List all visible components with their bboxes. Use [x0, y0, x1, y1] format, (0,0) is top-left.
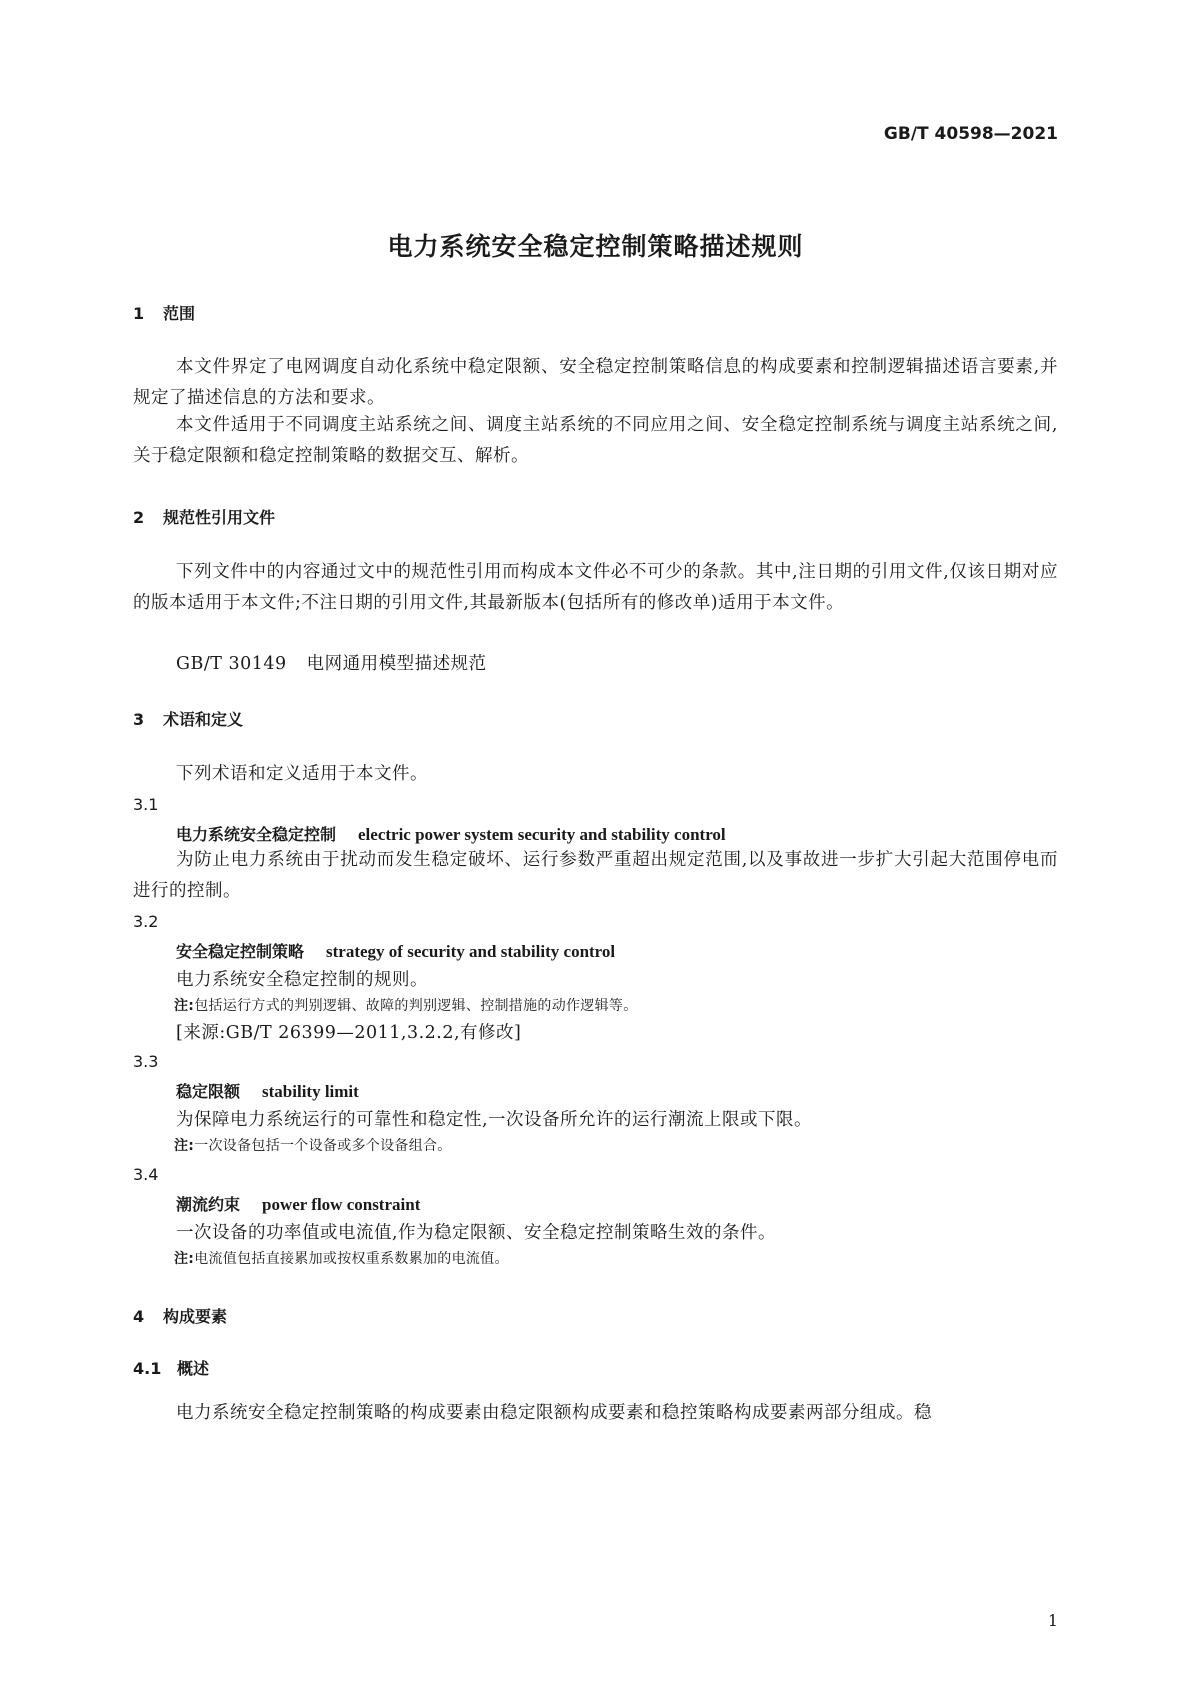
section-2-heading: [133, 505, 275, 528]
note-text: 电流值包括直接累加或按权重系数累加的电流值。: [194, 1251, 509, 1267]
term-english: power flow constraint: [262, 1195, 421, 1214]
term-note: [174, 1248, 509, 1268]
section-title: 概述: [177, 1359, 210, 1378]
term-english: strategy of security and stability control: [326, 942, 616, 961]
term-chinese: 电力系统安全稳定控制: [176, 825, 337, 844]
term-title: [176, 939, 615, 962]
standard-code: GB/T 40598—2021: [883, 124, 1058, 144]
term-note: [174, 1135, 452, 1155]
reference-code: GB/T 30149: [176, 654, 287, 674]
section-number: 4: [133, 1307, 145, 1326]
section-number: 3: [133, 710, 145, 729]
note-text: 一次设备包括一个设备或多个设备组合。: [194, 1138, 452, 1154]
section-4-heading: [133, 1304, 227, 1327]
scope-paragraph-2: 本文件适用于不同调度主站系统之间、调度主站系统的不同应用之间、安全稳定控制系统与调度主站系统之间,关于稳定限额和稳定控制策略的数据交互、解析。: [133, 415, 1058, 466]
term-english: stability limit: [262, 1082, 359, 1101]
note-label: 注:: [174, 998, 195, 1014]
section-number: 1: [133, 304, 145, 323]
overview-paragraph: 电力系统安全稳定控制策略的构成要素由稳定限额构成要素和稳控策略构成要素两部分组成。稳: [176, 1403, 932, 1423]
section-title: 术语和定义: [163, 710, 244, 729]
term-title: [176, 1192, 420, 1215]
term-number: 3.1: [133, 795, 159, 814]
note-text: 包括运行方式的判别逻辑、故障的判别逻辑、控制措施的动作逻辑等。: [194, 998, 638, 1014]
term-chinese: 稳定限额: [176, 1082, 241, 1101]
terms-intro-paragraph: 下列术语和定义适用于本文件。: [176, 764, 428, 784]
reference-title: 电网通用模型描述规范: [306, 654, 487, 674]
section-4-1-heading: [133, 1356, 209, 1379]
term-title: [176, 822, 726, 845]
term-definition: 电力系统安全稳定控制的规则。: [176, 970, 428, 990]
term-number: 3.4: [133, 1165, 159, 1184]
reference-entry: [176, 650, 487, 675]
term-definition: 为保障电力系统运行的可靠性和稳定性,一次设备所允许的运行潮流上限或下限。: [176, 1110, 813, 1130]
section-title: 构成要素: [163, 1307, 228, 1326]
term-chinese: 安全稳定控制策略: [176, 942, 305, 961]
term-number: 3.2: [133, 912, 159, 931]
term-chinese: 潮流约束: [176, 1195, 241, 1214]
document-title: 电力系统安全稳定控制策略描述规则: [387, 232, 804, 261]
term-number: 3.3: [133, 1052, 159, 1071]
section-title: 范围: [163, 304, 196, 323]
term-definition: 一次设备的功率值或电流值,作为稳定限额、安全稳定控制策略生效的条件。: [176, 1223, 777, 1243]
section-number: 2: [133, 508, 145, 527]
section-number: 4.1: [133, 1359, 162, 1378]
section-1-heading: [133, 301, 195, 324]
term-note: [174, 995, 638, 1015]
section-3-heading: [133, 707, 243, 730]
term-definition: 为防止电力系统由于扰动而发生稳定破坏、运行参数严重超出规定范围,以及事故进一步扩大引起大范围停电而进行的控制。: [133, 850, 1058, 901]
term-title: [176, 1079, 359, 1102]
term-english: electric power system security and stability control: [358, 825, 726, 844]
page-number: 1: [1047, 1611, 1058, 1630]
note-label: 注:: [174, 1138, 195, 1154]
note-label: 注:: [174, 1251, 195, 1267]
scope-paragraph-1: 本文件界定了电网调度自动化系统中稳定限额、安全稳定控制策略信息的构成要素和控制逻辑描述语言要素,并规定了描述信息的方法和要求。: [133, 357, 1058, 408]
section-title: 规范性引用文件: [163, 508, 276, 527]
term-source: [来源:GB/T 26399—2011,3.2.2,有修改]: [176, 1023, 522, 1043]
normative-references-paragraph: 下列文件中的内容通过文中的规范性引用而构成本文件必不可少的条款。其中,注日期的引用文件,仅该日期对应的版本适用于本文件;不注日期的引用文件,其最新版本(包括所有的修改单)适用于本文件。: [133, 562, 1058, 613]
